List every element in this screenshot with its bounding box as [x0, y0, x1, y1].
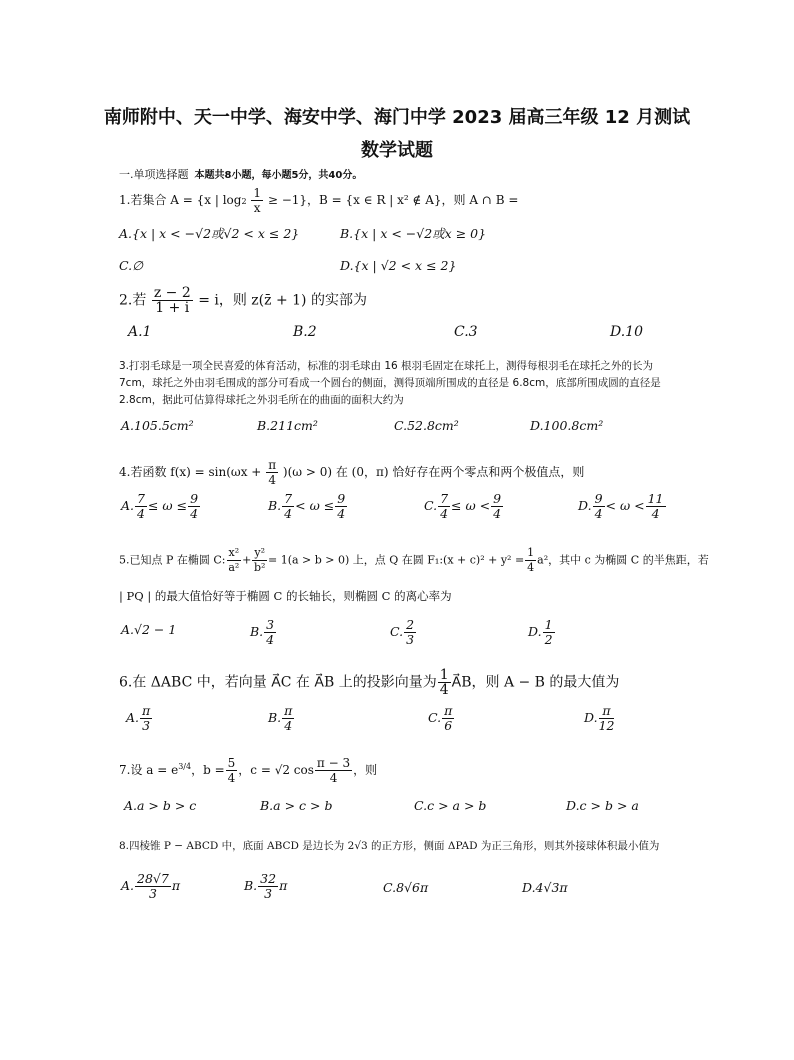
q6c-d: 6 — [444, 718, 453, 733]
q7-frac-c — [315, 756, 352, 785]
q6c-prefix: C. — [428, 710, 442, 725]
q8a-n: 28√7 — [137, 871, 169, 886]
q6a-d: 3 — [142, 718, 151, 733]
q1-option-d[interactable]: D.{x | √2 < x ≤ 2} — [340, 258, 457, 273]
q4a-n2: 9 — [190, 491, 199, 506]
q6c-n: π — [444, 703, 453, 718]
q7-fc-n: π − 3 — [316, 756, 351, 770]
q4a-d1: 4 — [137, 506, 145, 521]
q8b-d: 3 — [264, 886, 273, 901]
q5-f2d: b² — [253, 561, 266, 574]
q5b-frac — [264, 618, 276, 647]
q2-option-c[interactable]: C.3 — [454, 324, 478, 340]
q7-stem-a: 7.设 a = e — [119, 763, 179, 777]
question-5-stem — [119, 546, 709, 575]
q6c-frac — [442, 704, 454, 733]
q1-stem-a: 1.若集合 A = {x | log — [119, 193, 242, 207]
question-8-stem: 8.四棱锥 P − ABCD 中，底面 ABCD 是边长为 2√3 的正方形，侧面 ΔPAD 为正三角形，则其外接球体积最小值为 — [119, 840, 660, 852]
q2-option-a[interactable]: A.1 — [128, 324, 152, 340]
q7-option-c[interactable]: C.c > a > b — [414, 798, 487, 813]
q4b-frac2 — [335, 492, 347, 521]
q5c-n: 2 — [406, 617, 415, 632]
q4d-mid: < ω < — [605, 498, 645, 513]
q5c-prefix: C. — [390, 624, 404, 639]
q4d-prefix: D. — [578, 498, 592, 513]
q8b-post: π — [279, 878, 288, 893]
q3-option-c[interactable]: C.52.8cm² — [394, 418, 459, 433]
q6a-frac — [140, 704, 152, 733]
q8-option-a[interactable] — [121, 872, 180, 901]
q8b-prefix: B. — [244, 878, 258, 893]
question-7-stem — [119, 756, 377, 785]
q6-stem-a: 6.在 ΔABC 中，若向量 A⃗C 在 A⃗B 上的投影向量为 — [119, 674, 437, 691]
q7-option-b[interactable]: B.a > c > b — [260, 798, 333, 813]
q7-frac-b — [226, 756, 238, 785]
q5b-d: 4 — [266, 632, 275, 647]
q2-frac-num: z − 2 — [153, 285, 191, 301]
q4c-frac1 — [438, 492, 450, 521]
q4-frac-den: 4 — [268, 473, 276, 487]
q6a-prefix: A. — [126, 710, 140, 725]
q2-frac-den: 1 + i — [155, 300, 190, 316]
q6b-prefix: B. — [268, 710, 282, 725]
q8-option-d[interactable]: D.4√3π — [522, 880, 568, 895]
q5-option-d[interactable] — [528, 618, 556, 647]
q7-option-d[interactable]: D.c > b > a — [566, 798, 639, 813]
q4a-mid: ≤ ω ≤ — [147, 498, 188, 513]
q5b-prefix: B. — [250, 624, 264, 639]
q7-option-a[interactable]: A.a > b > c — [124, 798, 197, 813]
q4c-frac2 — [491, 492, 503, 521]
q6-option-a[interactable] — [126, 704, 153, 733]
q5-frac2 — [252, 546, 267, 575]
q5-f3n: 1 — [527, 546, 535, 559]
q5-frac1 — [227, 546, 242, 575]
section-note: 本题共8小题，每小题5分，共40分。 — [194, 170, 363, 181]
q7-stem-b: ，b = — [191, 763, 225, 777]
q7-stem-c: ，c = √2 cos — [238, 763, 314, 777]
q8a-post: π — [171, 878, 181, 893]
q6-option-c[interactable] — [428, 704, 455, 733]
q4-stem-b: )(ω > 0) 在 (0，π) 恰好存在两个零点和两个极值点，则 — [282, 465, 585, 479]
q6b-n: π — [284, 703, 293, 718]
question-6-stem — [119, 668, 619, 697]
q8a-d: 3 — [148, 886, 157, 901]
exam-title: 南师附中、天一中学、海安中学、海门中学 2023 届高三年级 12 月测试 — [103, 107, 691, 128]
q6-fraction — [438, 668, 451, 697]
q5-stem-b: = 1(a > b > 0) 上，点 Q 在圆 F₁:(x + c)² + y² = — [267, 553, 525, 567]
q6-option-b[interactable] — [268, 704, 295, 733]
q8b-frac — [258, 872, 278, 901]
q2-option-b[interactable]: B.2 — [293, 324, 317, 340]
q4c-prefix: C. — [424, 498, 438, 513]
q1-option-c[interactable]: C.∅ — [119, 258, 143, 273]
q4c-n2: 9 — [493, 491, 502, 506]
q5-frac3 — [525, 546, 536, 575]
q8a-frac — [135, 872, 171, 901]
q6-frac-num: 1 — [439, 667, 449, 683]
q8-option-c[interactable]: C.8√6π — [383, 880, 429, 895]
q6a-n: π — [142, 703, 151, 718]
q4b-n2: 9 — [337, 491, 346, 506]
q4-fraction — [266, 458, 278, 487]
q5d-frac — [543, 618, 555, 647]
q6b-d: 4 — [284, 718, 293, 733]
q4-option-c[interactable] — [424, 492, 504, 521]
q7-fc-d: 4 — [329, 771, 338, 785]
q4a-frac2 — [188, 492, 200, 521]
q1-option-b[interactable]: B.{x | x < −√2或x ≥ 0} — [340, 226, 487, 241]
q6d-prefix: D. — [584, 710, 598, 725]
q4d-n1: 9 — [594, 491, 603, 506]
q4b-n1: 7 — [284, 491, 293, 506]
question-2-stem — [119, 286, 367, 315]
q4c-d1: 4 — [440, 506, 449, 521]
q6d-frac — [599, 704, 615, 733]
q2-option-d[interactable]: D.10 — [610, 324, 643, 340]
q1-stem-b: ≥ −1}，B = {x ∈ R | x² ∉ A}，则 A ∩ B = — [267, 193, 519, 207]
q6-stem-b: A⃗B，则 A − B 的最大值为 — [451, 674, 620, 691]
q4a-prefix: A. — [121, 498, 135, 513]
q4c-n1: 7 — [440, 491, 449, 506]
q7-stem-d: ，则 — [353, 763, 378, 777]
q4a-d2: 4 — [190, 506, 199, 521]
q4d-d2: 4 — [651, 506, 660, 521]
q4a-frac1 — [135, 492, 147, 521]
q5-option-b[interactable] — [250, 618, 277, 647]
q4-option-a[interactable] — [121, 492, 201, 521]
section-label: 一.单项选择题 — [119, 168, 189, 181]
q1-option-a[interactable]: A.{x | x < −√2或√2 < x ≤ 2} — [119, 226, 300, 241]
q4-stem-a: 4.若函数 f(x) = sin(ωx + — [119, 465, 262, 479]
q4b-mid: < ω ≤ — [295, 498, 335, 513]
section-header — [119, 166, 362, 182]
q6-option-d[interactable] — [584, 704, 615, 733]
question-1-stem — [119, 186, 518, 215]
q5d-prefix: D. — [528, 624, 542, 639]
q8-option-b[interactable] — [244, 872, 287, 901]
q3-option-d[interactable]: D.100.8cm² — [530, 418, 604, 433]
q2-fraction — [152, 286, 193, 315]
q4-option-d[interactable] — [578, 492, 667, 521]
q5-plus: + — [242, 553, 252, 567]
q2-stem-a: 2.若 — [119, 292, 147, 309]
q4c-d2: 4 — [493, 506, 502, 521]
q1-fraction — [251, 186, 263, 215]
q6b-frac — [282, 704, 294, 733]
q5c-d: 3 — [406, 632, 415, 647]
q6-frac-den: 4 — [439, 682, 449, 698]
q6d-n: π — [599, 704, 615, 719]
q6d-d: 12 — [598, 718, 615, 733]
q5-f1n: x² — [228, 546, 240, 559]
q4b-prefix: B. — [268, 498, 282, 513]
q3-option-b[interactable]: B.211cm² — [257, 418, 318, 433]
q5b-n: 3 — [266, 617, 275, 632]
question-3-stem: 3.打羽毛球是一项全民喜爱的体育活动，标准的羽毛球由 16 根羽毛固定在球托上，测得每根羽毛在球托之外的长为 7cm，球托之外由羽毛围成的部分可看成一个圆台的侧面，测得顶端所围成的直径是 6.8cm，底部所围成圆的直径是 2.8cm，据此可估算得球托之外羽毛所在的曲面的面积大约为 — [119, 360, 661, 406]
q4c-mid: ≤ ω < — [451, 498, 491, 513]
q4d-frac2 — [646, 492, 666, 521]
q5-option-a[interactable]: A.√2 − 1 — [121, 622, 177, 637]
q4b-frac1 — [282, 492, 294, 521]
q5-f1d: a² — [228, 561, 240, 574]
q7-fb-n: 5 — [227, 756, 236, 770]
q1-frac-den: x — [253, 201, 261, 215]
question-4-stem — [119, 458, 584, 487]
q4a-n1: 7 — [137, 491, 145, 506]
q5c-frac — [404, 618, 416, 647]
q5-stem-a: 5.已知点 P 在椭圆 C: — [119, 553, 226, 567]
q5-stem-line2: | PQ | 的最大值恰好等于椭圆 C 的长轴长，则椭圆 C 的离心率为 — [119, 589, 452, 603]
q4d-n2: 11 — [647, 491, 664, 506]
q4d-d1: 4 — [594, 506, 603, 521]
q5d-n: 1 — [544, 617, 553, 632]
q4b-d2: 4 — [337, 506, 346, 521]
q8a-prefix: A. — [121, 878, 135, 893]
q4-frac-num: π — [268, 458, 277, 472]
q5-option-c[interactable] — [390, 618, 417, 647]
q8b-n: 32 — [260, 871, 277, 886]
q5d-d: 2 — [544, 632, 553, 647]
q5-stem-c: a²，其中 c 为椭圆 C 的半焦距，若 — [537, 553, 709, 567]
exam-subtitle: 数学试题 — [361, 140, 433, 161]
q2-stem-b: = i，则 z(z̄ + 1) 的实部为 — [198, 292, 367, 309]
q5-f2n: y² — [254, 546, 265, 559]
q1-log-base: 2 — [241, 197, 247, 206]
q5-f3d: 4 — [527, 561, 535, 574]
q7-exponent: 3/4 — [178, 762, 192, 771]
q4b-d1: 4 — [284, 506, 293, 521]
q4-option-b[interactable] — [268, 492, 348, 521]
q7-fb-d: 4 — [227, 771, 236, 785]
q4d-frac1 — [593, 492, 605, 521]
q1-frac-num: 1 — [253, 186, 261, 200]
q3-option-a[interactable]: A.105.5cm² — [121, 418, 194, 433]
